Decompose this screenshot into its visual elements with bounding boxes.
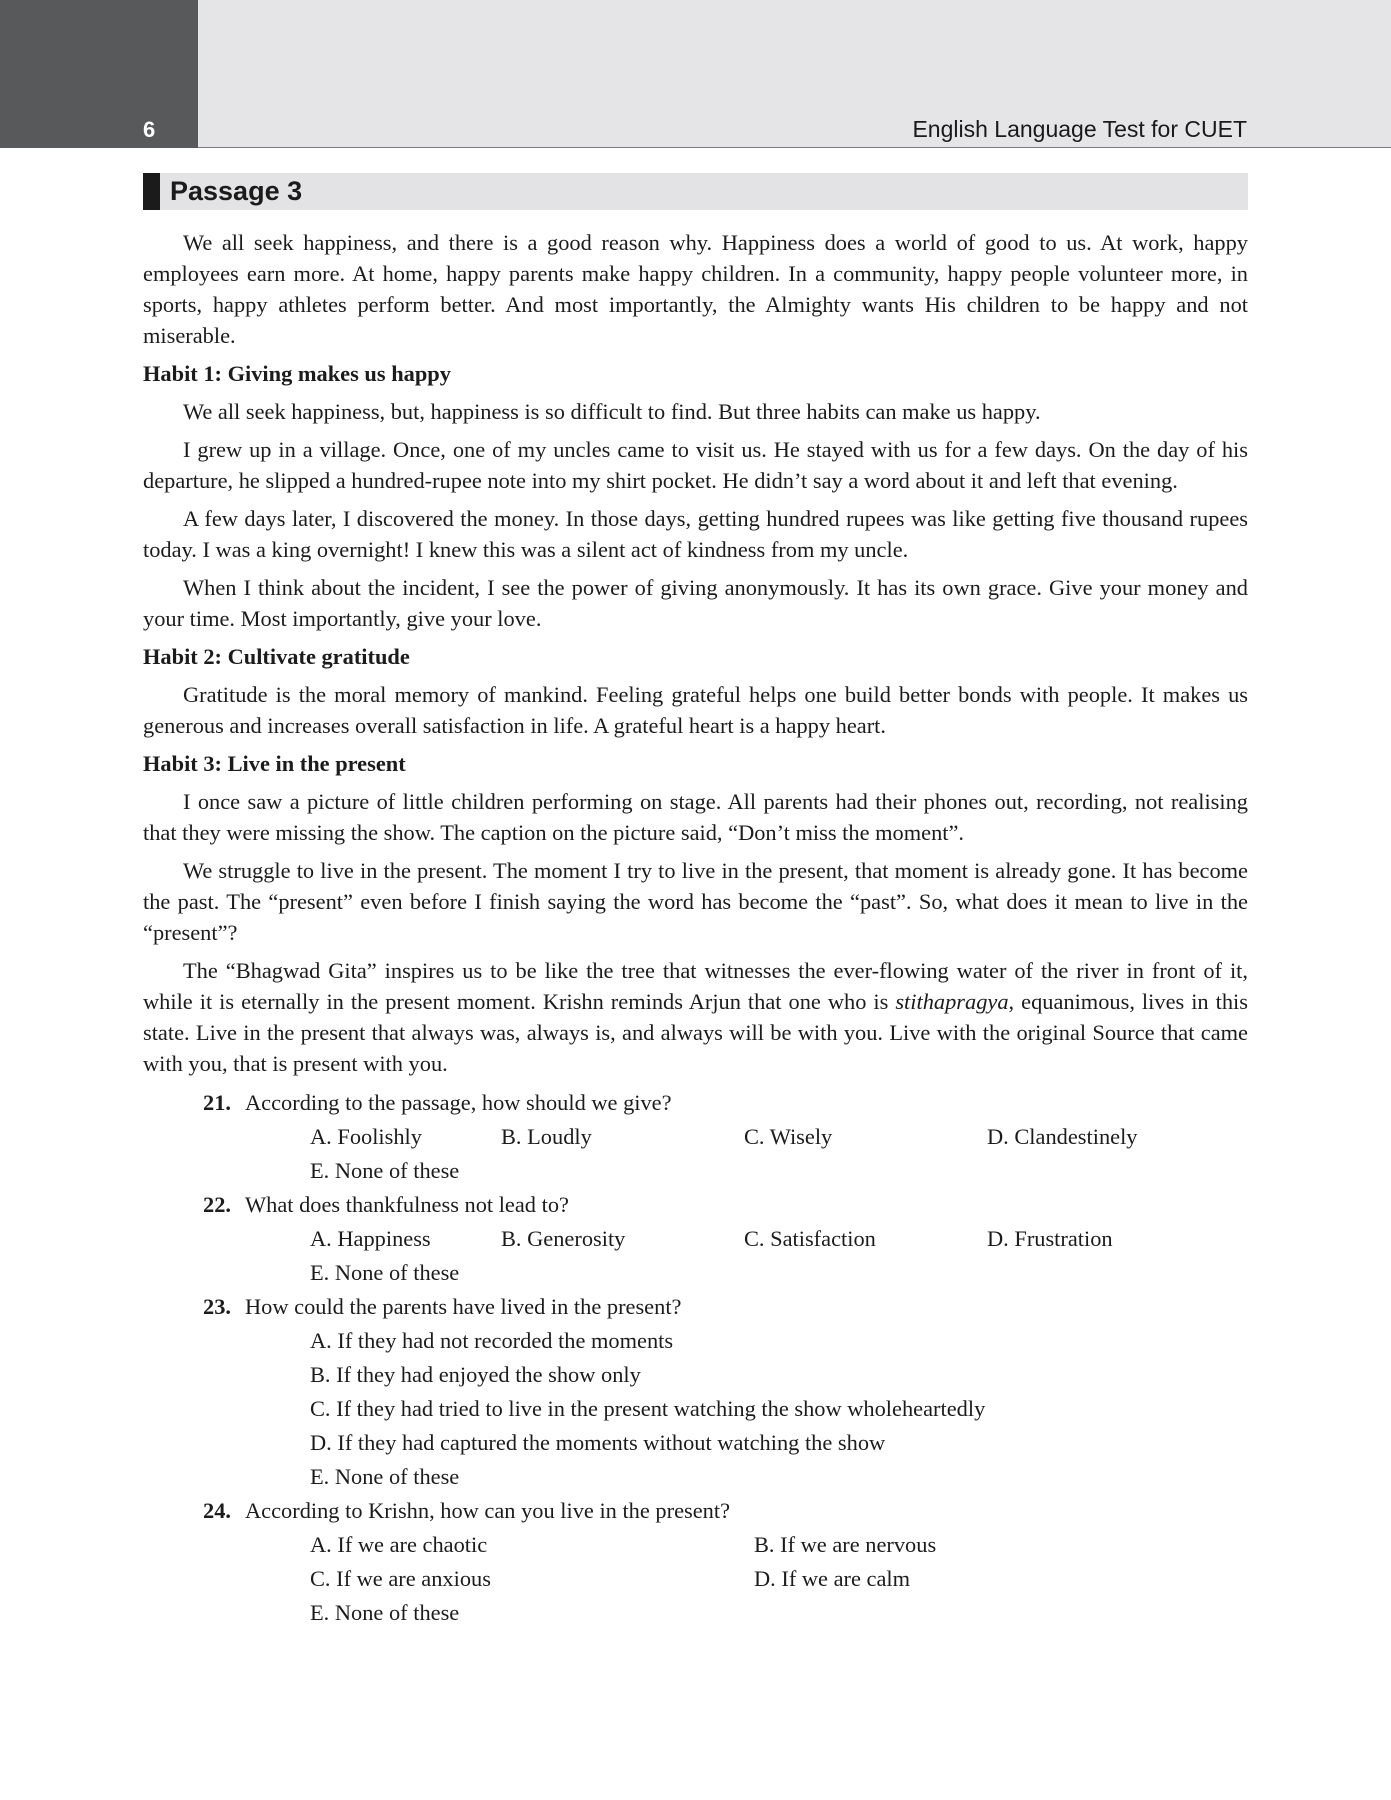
running-header-title: English Language Test for CUET	[912, 116, 1247, 142]
option-a: A. If we are chaotic	[310, 1532, 488, 1557]
option-d: D. Clandestinely	[987, 1124, 1138, 1149]
question-22	[203, 1188, 1248, 1222]
options-row	[310, 1154, 1248, 1188]
question-24	[203, 1494, 1248, 1528]
option-c: C. If we are anxious	[310, 1566, 491, 1591]
options-row	[310, 1528, 1248, 1562]
option-d: D. Frustration	[987, 1226, 1113, 1251]
habit-3-heading: Habit 3: Live in the present	[143, 751, 406, 776]
habit-3-paragraph-1: I once saw a picture of little children performing on stage. All parents had their phones out, recording, not realising that they were missing the show. The caption on the picture said, “Don’t miss the moment”.	[143, 789, 1248, 845]
option-e: E. None of these	[310, 1158, 460, 1183]
intro-paragraph: We all seek happiness, and there is a good reason why. Happiness does a world of good to us. At work, happy employees earn more. At home, happy parents make happy children. In a community, happy people volunteer more, in sports, happy athletes perform better. And most importantly, the Almighty wants His children to be happy and not miserable.	[143, 230, 1248, 348]
habit-3-paragraph-2: We struggle to live in the present. The moment I try to live in the present, that moment is already gone. It has become the past. The “present” even before I finish saying the word has become the “past”. So, what does it mean to live in the “present”?	[143, 858, 1248, 945]
option-c: C. If they had tried to live in the present watching the show wholeheartedly	[310, 1396, 986, 1421]
option-b: B. Generosity	[501, 1226, 626, 1251]
question-text: According to Krishn, how can you live in the present?	[245, 1498, 731, 1523]
question-list	[203, 1086, 1248, 1630]
passage-title: Passage 3	[170, 176, 303, 206]
habit-1-paragraph-1: We all seek happiness, but, happiness is so difficult to find. But three habits can make us happy.	[183, 399, 1041, 424]
option-d: D. If we are calm	[754, 1566, 911, 1591]
question-23	[203, 1290, 1248, 1324]
option-b: B. If they had enjoyed the show only	[310, 1362, 641, 1387]
paragraph-text: The “Bhagwad Gita” inspires us to be like the tree that witnesses the ever-flowing water of the river in front of it, while it is eternally in the present moment. Krishn reminds Arjun that one who is	[143, 958, 1248, 1014]
italic-term: stithapragya	[895, 989, 1009, 1014]
question-number: 23.	[203, 1294, 231, 1319]
option-c: C. Wisely	[744, 1124, 833, 1149]
question-21	[203, 1086, 1248, 1120]
option-d: D. If they had captured the moments without watching the show	[310, 1430, 886, 1455]
options-row	[310, 1596, 1248, 1630]
question-text: According to the passage, how should we give?	[245, 1090, 672, 1115]
option-e: E. None of these	[310, 1260, 460, 1285]
habit-2-heading: Habit 2: Cultivate gratitude	[143, 644, 410, 669]
option-b: B. If we are nervous	[754, 1532, 937, 1557]
question-text: What does thankfulness not lead to?	[245, 1192, 569, 1217]
options-row	[310, 1256, 1248, 1290]
options-row	[310, 1562, 1248, 1596]
habit-1-heading: Habit 1: Giving makes us happy	[143, 361, 451, 386]
habit-1-paragraph-2: I grew up in a village. Once, one of my uncles came to visit us. He stayed with us for a few days. On the day of his departure, he slipped a hundred-rupee note into my shirt pocket. He didn’t say a word about it and left that evening.	[143, 437, 1248, 493]
question-number: 21.	[203, 1090, 231, 1115]
passage-heading-marker	[143, 173, 160, 210]
option-a: A. Foolishly	[310, 1124, 422, 1149]
options-row	[310, 1120, 1248, 1154]
options-row	[310, 1222, 1248, 1256]
option-a: A. If they had not recorded the moments	[310, 1328, 674, 1353]
question-number: 22.	[203, 1192, 231, 1217]
habit-2-paragraph-1: Gratitude is the moral memory of mankind. Feeling grateful helps one build better bonds with people. It makes us generous and increases overall satisfaction in life. A grateful heart is a happy heart.	[143, 682, 1248, 738]
paragraph-text: , equanimous, lives in this state. Live in the present that always was, always is, and always will be with you. Live with the original Source that came with you, that is present with you.	[143, 989, 1248, 1076]
option-b: B. Loudly	[501, 1124, 592, 1149]
habit-3-paragraph-3	[143, 955, 1248, 1079]
passage-heading-bar	[143, 173, 1248, 210]
page-number-tab	[0, 0, 198, 148]
habit-1-paragraph-4: When I think about the incident, I see the power of giving anonymously. It has its own grace. Give your money and your time. Most importantly, give your love.	[143, 575, 1248, 631]
page-number: 6	[143, 117, 156, 142]
option-e: E. None of these	[310, 1464, 460, 1489]
passage-body	[143, 227, 1248, 1630]
habit-1-paragraph-3: A few days later, I discovered the money. In those days, getting hundred rupees was like getting five thousand rupees today. I was a king overnight! I knew this was a silent act of kindness from my uncle.	[143, 506, 1248, 562]
option-e: E. None of these	[310, 1600, 460, 1625]
option-a: A. Happiness	[310, 1226, 431, 1251]
option-c: C. Satisfaction	[744, 1226, 876, 1251]
question-number: 24.	[203, 1498, 231, 1523]
question-text: How could the parents have lived in the present?	[245, 1294, 682, 1319]
